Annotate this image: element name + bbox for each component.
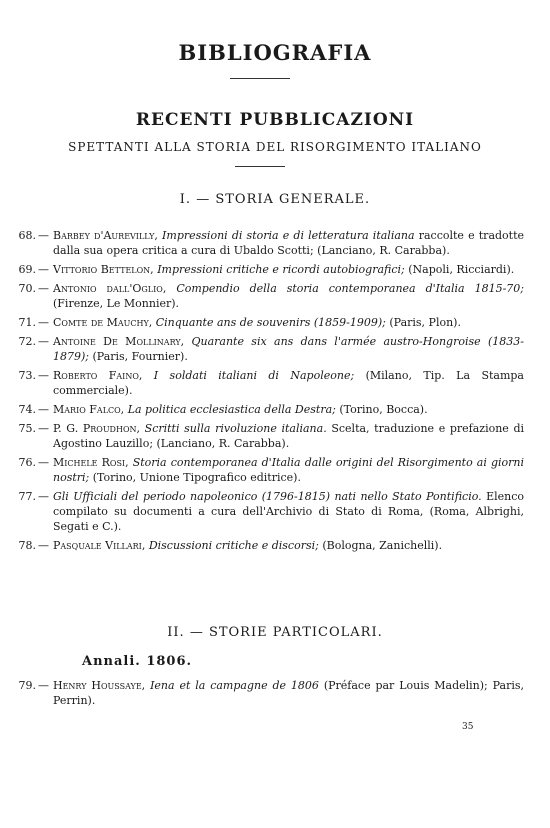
entry-author: Pasquale Villari,	[53, 539, 146, 552]
entry-author: Antonio dall'Oglio,	[53, 282, 167, 295]
entry-author: Comte de Mauchy,	[53, 316, 153, 329]
list-item	[6, 315, 524, 330]
entry-publication: (Torino, Bocca).	[339, 403, 428, 416]
entry-list	[6, 228, 524, 557]
entry-title: Storia contemporanea d'Italia dalle origini del Risorgimento ai giorni nostri;	[53, 456, 524, 484]
entry-author: Mario Falco,	[53, 403, 125, 416]
entry-publication: (Torino, Unione Tipografico editrice).	[92, 471, 301, 484]
entry-publication: (Firenze, Le Monnier).	[53, 297, 180, 310]
entry-dash: —	[38, 316, 49, 329]
subtitle-rule	[235, 166, 285, 167]
title-rule	[230, 78, 290, 79]
entry-publication: (Paris, Fournier).	[92, 350, 188, 363]
entry-dash: —	[38, 335, 49, 348]
entry-number: 72.	[18, 335, 36, 348]
entry-author: Henry Houssaye,	[53, 679, 146, 692]
section-heading-storie-particolari: II. — STORIE PARTICOLARI.	[167, 625, 383, 640]
entry-publication: Elenco compilato su documenti a cura dell'Archivio di Stato di Roma, (Roma, Albrighi, Segati e C.).	[53, 490, 524, 533]
entry-title: La politica ecclesiastica della Destra;	[127, 403, 336, 416]
page-title: BIBLIOGRAFIA	[178, 40, 372, 65]
entry-publication: Scelta, traduzione e prefazione di Agostino Lauzillo; (Lanciano, R. Carabba).	[53, 422, 525, 450]
entry-author: Antoine De Mollinary,	[53, 335, 185, 348]
entry-dash: —	[38, 490, 49, 503]
list-item	[6, 281, 524, 311]
list-item	[6, 228, 524, 258]
subtitle: RECENTI PUBBLICAZIONI	[135, 110, 415, 130]
entry-dash: —	[38, 282, 49, 295]
entry-dash: —	[38, 229, 49, 242]
list-item	[6, 421, 524, 451]
entry-author: Barbey d'Aurevilly,	[53, 229, 158, 242]
entry-publication: (Napoli, Ricciardi).	[408, 263, 515, 276]
entry-number: 68.	[18, 229, 36, 242]
entry-dash: —	[38, 263, 49, 276]
entry-title: Impressioni di storia e di letteratura italiana	[162, 229, 415, 242]
entry-title: Impressioni critiche e ricordi autobiografici;	[157, 263, 405, 276]
entry-publication: (Paris, Plon).	[389, 316, 461, 329]
entry-author: P. G. Proudhon,	[53, 422, 141, 435]
subtitle-secondary: SPETTANTI ALLA STORIA DEL RISORGIMENTO ITALIANO	[68, 140, 482, 154]
entry-publication: (Préface par Louis Madelin); Paris, Perrin).	[53, 679, 525, 707]
entry-title: Discussioni critiche e discorsi;	[148, 539, 319, 552]
list-item	[6, 262, 524, 277]
list-item	[6, 402, 524, 417]
entry-number: 71.	[18, 316, 36, 329]
list-item	[6, 489, 524, 534]
entry-title: Cinquante ans de souvenirs (1859-1909);	[155, 316, 386, 329]
entry-author: Michele Rosi,	[53, 456, 129, 469]
entry-title: Iena et la campagne de 1806	[150, 679, 319, 692]
entry-publication: raccolte e tradotte dalla sua opera critica a cura di Ubaldo Scotti; (Lanciano, R. Carabba).	[53, 229, 525, 257]
entry-publication: (Bologna, Zanichelli).	[322, 539, 443, 552]
entry-number: 79.	[18, 679, 36, 692]
entry-number: 69.	[18, 263, 36, 276]
entry-title: Compendio della storia contemporanea d'Italia 1815-70;	[176, 282, 524, 295]
annali-heading: Annali. 1806.	[82, 654, 193, 669]
entry-title: Quarante six ans dans l'armée austro-Hongroise (1833-1879);	[53, 335, 524, 363]
section-heading-storia-generale: I. — STORIA GENERALE.	[179, 192, 371, 207]
entry-number: 76.	[18, 456, 36, 469]
page-number: 35	[462, 722, 474, 732]
entry-number: 74.	[18, 403, 36, 416]
entry-dash: —	[38, 679, 49, 692]
entry-dash: —	[38, 369, 49, 382]
entry-number: 77.	[18, 490, 36, 503]
entry-number: 70.	[18, 282, 36, 295]
entry-publication: (Milano, Tip. La Stampa commerciale).	[53, 369, 524, 397]
entry-list-particolari	[6, 678, 524, 712]
entry-number: 73.	[18, 369, 36, 382]
entry-dash: —	[38, 422, 49, 435]
entry-title: Scritti sulla rivoluzione italiana.	[144, 422, 327, 435]
list-item	[6, 455, 524, 485]
entry-title: I soldati italiani di Napoleone;	[153, 369, 355, 382]
entry-number: 75.	[18, 422, 36, 435]
entry-dash: —	[38, 403, 49, 416]
entry-author: Roberto Faino,	[53, 369, 143, 382]
list-item	[6, 334, 524, 364]
entry-number: 78.	[18, 539, 36, 552]
list-item	[6, 678, 524, 708]
entry-dash: —	[38, 539, 49, 552]
list-item	[6, 538, 524, 553]
entry-author: Vittorio Bettelon,	[53, 263, 154, 276]
entry-dash: —	[38, 456, 49, 469]
list-item	[6, 368, 524, 398]
entry-title: Gli Ufficiali del periodo napoleonico (1796-1815) nati nello Stato Pontificio.	[53, 490, 482, 503]
